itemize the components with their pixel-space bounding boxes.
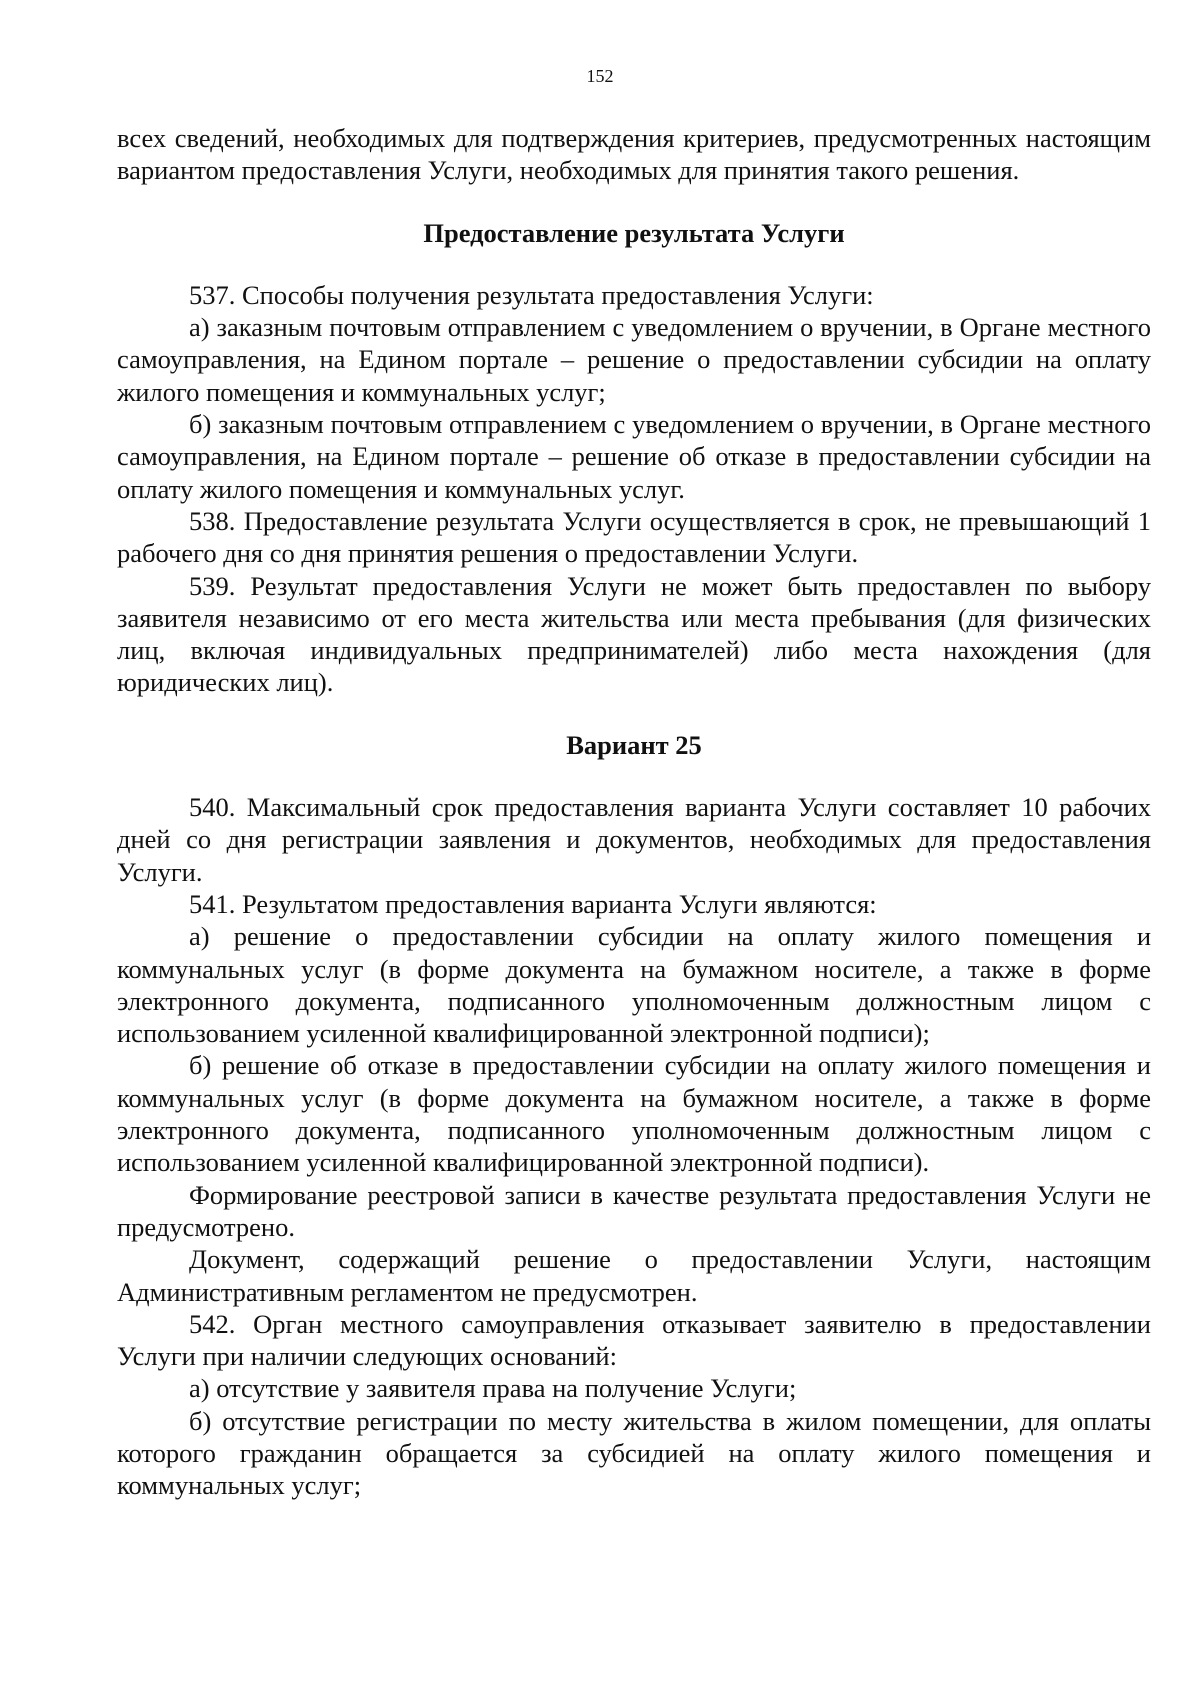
paragraph-540: 540. Максимальный срок предоставления варианта Услуги составляет 10 рабочих дней со дня регистрации заявления и документов, необходимых для предоставления Услуги. <box>117 792 1151 887</box>
paragraph-542-b: б) отсутствие регистрации по месту жительства в жилом помещении, для оплаты которого гражданин обращается за субсидией на оплату жилого помещения и коммунальных услуг; <box>117 1405 1151 1501</box>
section-heading-variant: Вариант 25 <box>566 729 702 760</box>
document-body <box>117 122 1151 1502</box>
paragraph-registry-record: Формирование реестровой записи в качестве результата предоставления Услуги не предусмотрено. <box>117 1179 1151 1242</box>
paragraph-541: 541. Результатом предоставления варианта Услуги являются: <box>189 888 877 919</box>
paragraph-537-a: а) заказным почтовым отправлением с уведомлением о вручении, в Органе местного самоуправления, на Едином портале – решение о предоставлении субсидии на оплату жилого помещения и коммунальных услуг; <box>117 312 1151 407</box>
page-number: 152 <box>586 66 614 86</box>
paragraph-541-b: б) решение об отказе в предоставлении субсидии на оплату жилого помещения и коммунальных услуг (в форме документа на бумажном носителе, а также в форме электронного документа, подписанного уполномоченным должностным лицом с использованием усиленной квалифицированной электронной подписи). <box>117 1050 1151 1178</box>
paragraph-542-a: а) отсутствие у заявителя права на получение Услуги; <box>189 1373 797 1404</box>
paragraph-537: 537. Способы получения результата предоставления Услуги: <box>189 279 874 310</box>
paragraph-continuation: всех сведений, необходимых для подтверждения критериев, предусмотренных настоящим вариантом предоставления Услуги, необходимых для принятия такого решения. <box>117 123 1151 186</box>
paragraph-539: 539. Результат предоставления Услуги не может быть предоставлен по выбору заявителя независимо от его места жительства или места пребывания (для физических лиц, включая индивидуальных предпринимателей) либо места нахождения (для юридических лиц). <box>117 570 1151 698</box>
paragraph-decision-document: Документ, содержащий решение о предоставлении Услуги, настоящим Административным регламентом не предусмотрен. <box>117 1244 1151 1307</box>
section-heading-result: Предоставление результата Услуги <box>423 217 845 248</box>
paragraph-538: 538. Предоставление результата Услуги осуществляется в срок, не превышающий 1 рабочего дня со дня принятия решения о предоставлении Услуги. <box>117 505 1151 569</box>
paragraph-537-b: б) заказным почтовым отправлением с уведомлением о вручении, в Органе местного самоуправления, на Едином портале – решение об отказе в предоставлении субсидии на оплату жилого помещения и коммунальных услуг. <box>117 409 1151 504</box>
paragraph-542: 542. Орган местного самоуправления отказывает заявителю в предоставлении Услуги при наличии следующих оснований: <box>117 1308 1151 1372</box>
paragraph-541-a: а) решение о предоставлении субсидии на оплату жилого помещения и коммунальных услуг (в форме документа на бумажном носителе, а также в форме электронного документа, подписанного уполномоченным должностным лицом с использованием усиленной квалифицированной электронной подписи); <box>117 921 1151 1049</box>
